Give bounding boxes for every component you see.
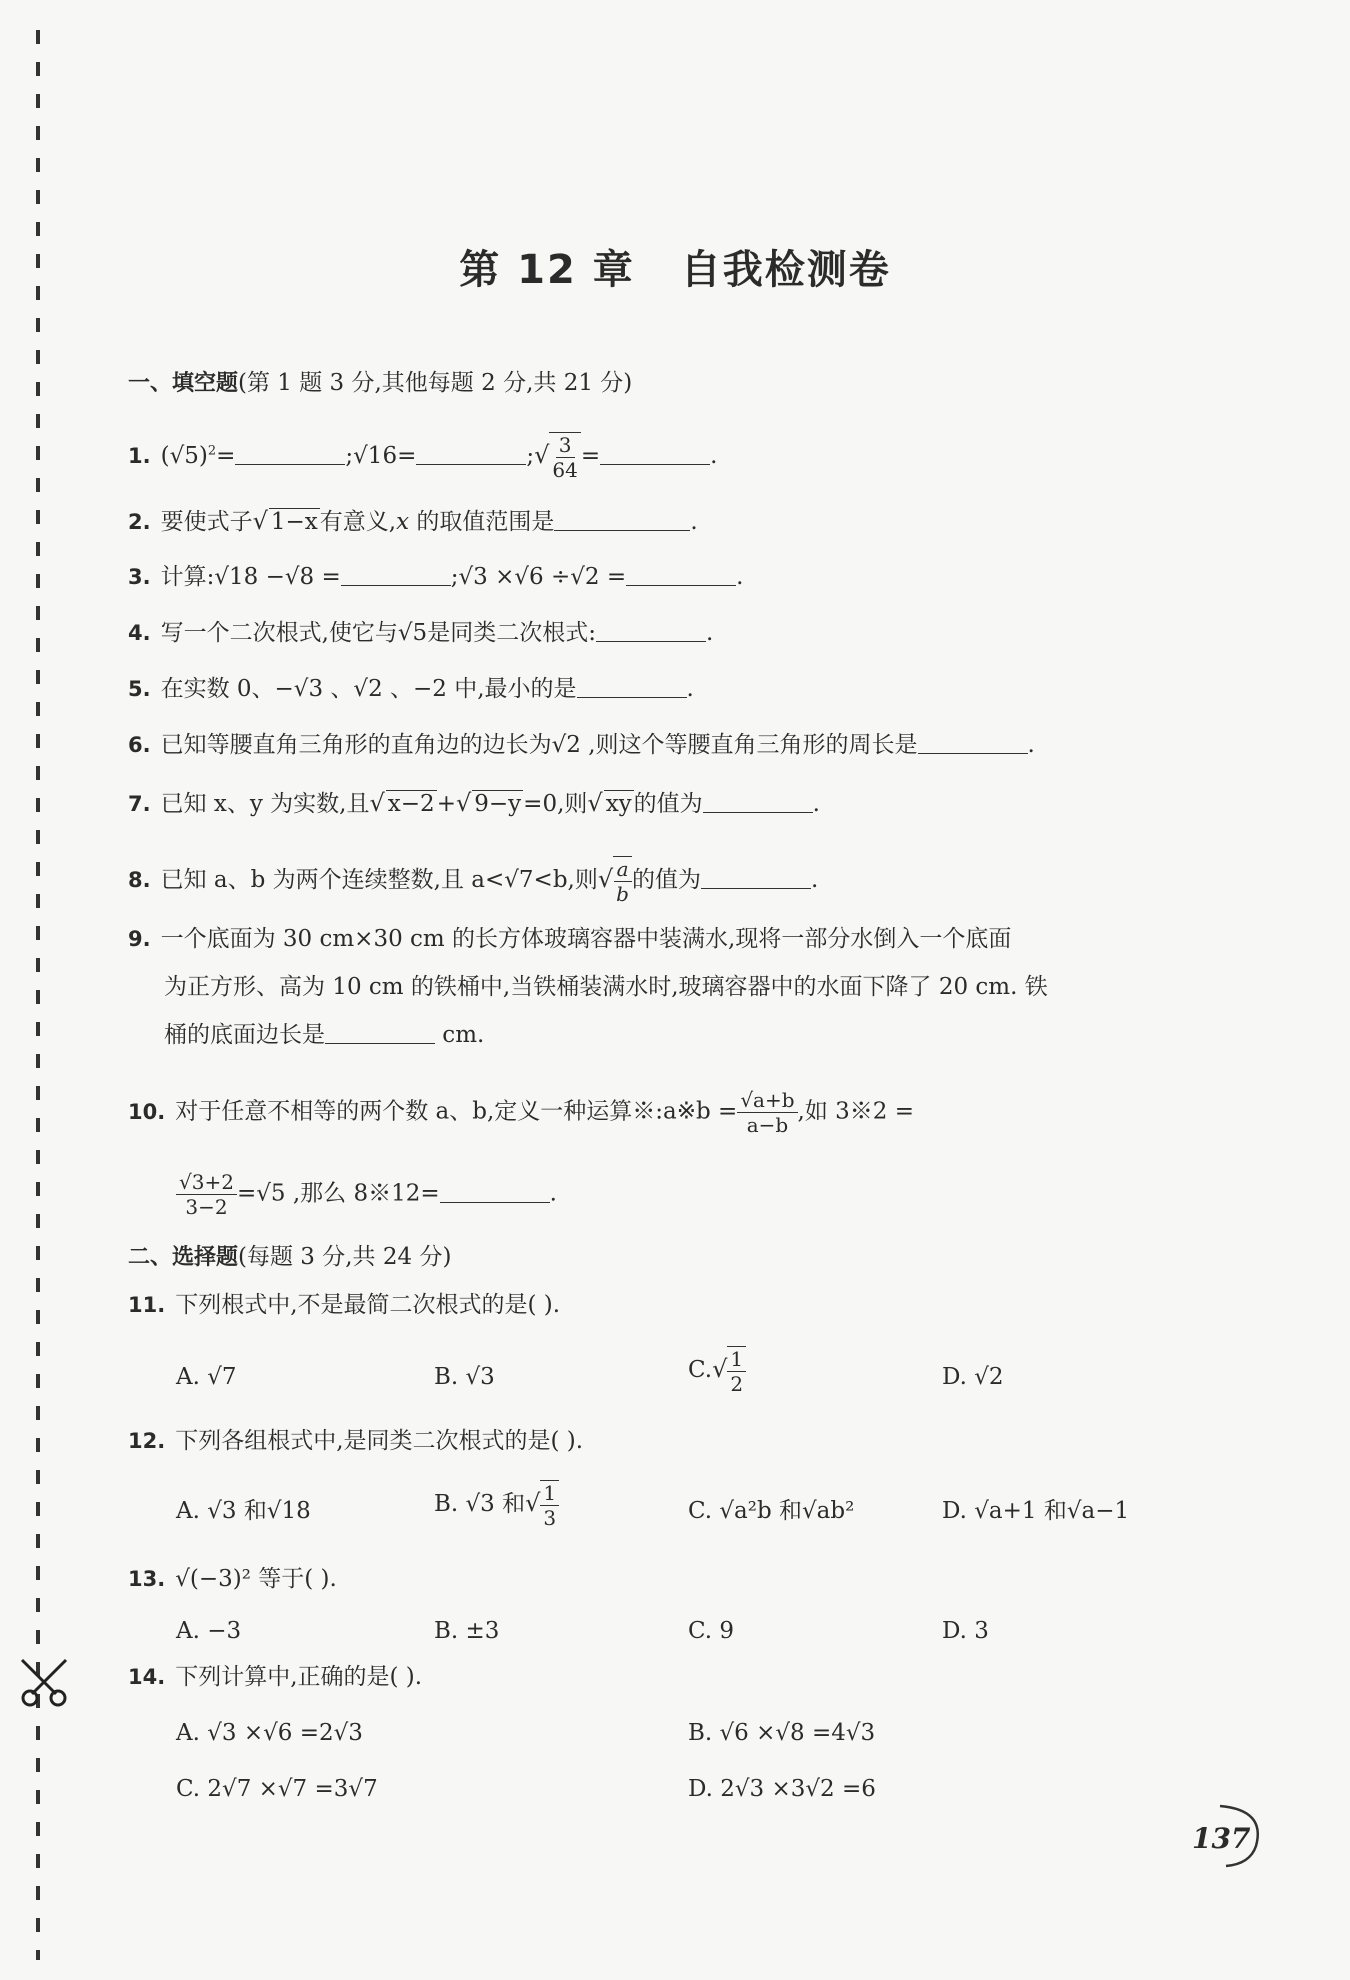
answer-blank[interactable] (416, 441, 526, 465)
question-9-line2: 为正方形、高为 10 cm 的铁桶中,当铁桶装满水时,玻璃容器中的水面下降了 20 cm. 铁 (164, 974, 1048, 1000)
question-2: 2. 要使式子√ 1−x有意义,x 的取值范围是 . (128, 507, 698, 535)
answer-blank[interactable] (341, 562, 451, 586)
q12-option-c[interactable]: C. √a²b 和√ab² (688, 1498, 855, 1524)
answer-blank[interactable] (918, 730, 1028, 754)
question-6: 6. 已知等腰直角三角形的直角边的边长为√2 ,则这个等腰直角三角形的周长是 . (128, 732, 1035, 758)
page-title (0, 238, 1350, 295)
question-3: 3. 计算:√18 −√8 = ;√3 ×√6 ÷√2 = . (128, 564, 744, 590)
answer-blank[interactable] (701, 865, 811, 889)
answer-blank[interactable] (325, 1020, 435, 1044)
q14-option-c[interactable]: C. 2√7 ×√7 =3√7 (176, 1776, 378, 1802)
q13-option-a[interactable]: A. −3 (176, 1618, 242, 1644)
answer-blank[interactable] (440, 1179, 550, 1203)
q11-option-a[interactable]: A. √7 (176, 1364, 237, 1390)
q14-option-d[interactable]: D. 2√3 ×3√2 =6 (688, 1776, 876, 1802)
page-number: 137 (1192, 1822, 1251, 1855)
question-10-line2: $\frac{√3+2}{3-2}$ =√5 ,那么 8※12= . (176, 1170, 557, 1219)
question-9-line3: 桶的底面边长是 cm. (164, 1022, 485, 1048)
scissors-icon (16, 1652, 72, 1708)
q11-option-c[interactable]: C.√ $\frac{1}{2}$ (688, 1346, 746, 1396)
section1-header: 一、填空题(第 1 题 3 分,其他每题 2 分,共 21 分) (128, 370, 633, 396)
question-7: 7. 已知 x、y 为实数,且√ x−2+√ 9−y=0,则√ xy的值为 . (128, 789, 820, 817)
q12-option-a[interactable]: A. √3 和√18 (176, 1498, 311, 1524)
section2-header: 二、选择题(每题 3 分,共 24 分) (128, 1244, 452, 1270)
question-11: 11. 下列根式中,不是最简二次根式的是( ). (128, 1292, 561, 1318)
question-9-line1: 9. 一个底面为 30 cm×30 cm 的长方体玻璃容器中装满水,现将一部分水倒入一个底面 (128, 926, 1012, 952)
test-name: 自我检测卷 (680, 247, 891, 293)
answer-blank[interactable] (626, 562, 736, 586)
question-13: 13. √(−3)² 等于( ). (128, 1566, 337, 1592)
question-12: 12. 下列各组根式中,是同类二次根式的是( ). (128, 1428, 584, 1454)
q14-option-a[interactable]: A. √3 ×√6 =2√3 (176, 1720, 363, 1746)
answer-blank[interactable] (600, 441, 710, 465)
question-5: 5. 在实数 0、−√3 、√2 、−2 中,最小的是 . (128, 676, 694, 702)
answer-blank[interactable] (235, 441, 345, 465)
answer-blank[interactable] (577, 674, 687, 698)
question-8: 8. 已知 a、b 为两个连续整数,且 a<√7<b,则√ $\frac{a}{b}$ 的值为 . (128, 857, 819, 906)
answer-blank[interactable] (596, 618, 706, 642)
q13-option-c[interactable]: C. 9 (688, 1618, 735, 1644)
q14-option-b[interactable]: B. √6 ×√8 =4√3 (688, 1720, 876, 1746)
q12-option-b[interactable]: B. √3 和√ $\frac{1}{3}$ (434, 1480, 559, 1530)
question-1: 1. $(√5)^2=$ ;√16= ;√ $\frac{3}{64}$ = . (128, 433, 718, 482)
q13-option-d[interactable]: D. 3 (942, 1618, 989, 1644)
q12-option-d[interactable]: D. √a+1 和√a−1 (942, 1498, 1130, 1524)
q11-option-b[interactable]: B. √3 (434, 1364, 495, 1390)
answer-blank[interactable] (703, 789, 813, 813)
question-4: 4. 写一个二次根式,使它与√5是同类二次根式: . (128, 620, 714, 646)
q11-option-d[interactable]: D. √2 (942, 1364, 1004, 1390)
answer-blank[interactable] (554, 507, 690, 531)
q13-option-b[interactable]: B. ±3 (434, 1618, 500, 1644)
question-14: 14. 下列计算中,正确的是( ). (128, 1664, 423, 1690)
question-10-line1: 10. 对于任意不相等的两个数 a、b,定义一种运算※:a※b = $\frac{√a+b}{a-b}$ ,如 3※2 = (128, 1088, 915, 1137)
chapter-label: 第 12 章 (459, 247, 635, 293)
